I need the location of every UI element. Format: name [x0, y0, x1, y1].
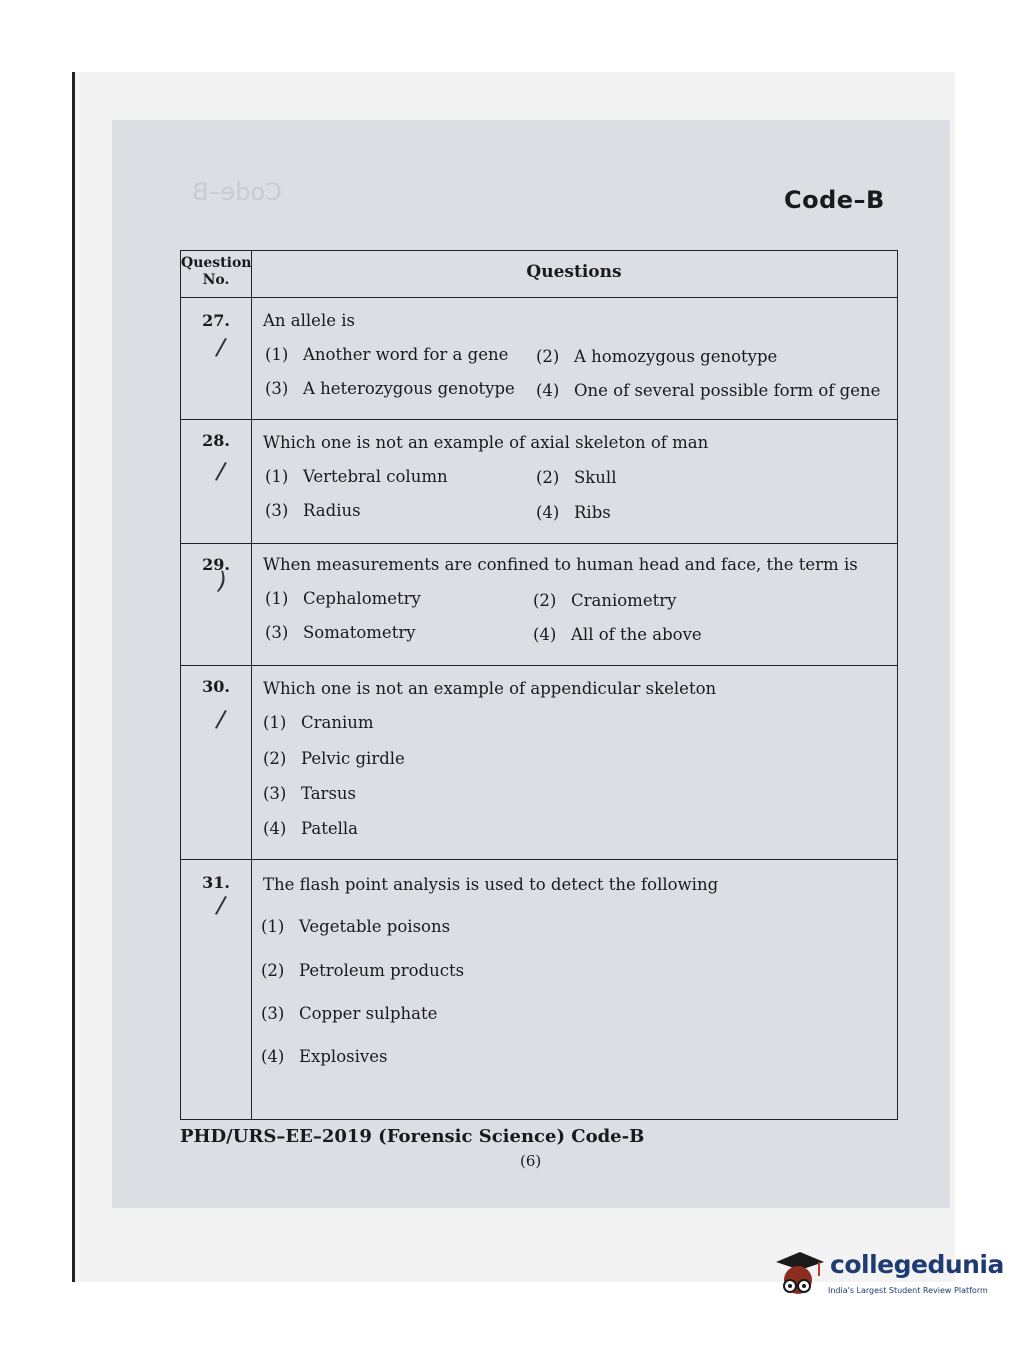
code-label: Code–B — [784, 186, 885, 214]
option: (1) Cephalometry — [265, 589, 421, 608]
tick-mark: / — [214, 890, 228, 920]
option: (2) A homozygous genotype — [536, 347, 778, 366]
question-row — [181, 665, 897, 860]
question-number: 30. — [202, 677, 230, 696]
bleed-through-code: Code–B — [192, 178, 282, 206]
tick-mark: ) — [214, 566, 230, 596]
option: (4) All of the above — [533, 625, 702, 644]
option: (1) Cranium — [263, 713, 374, 732]
tick-mark: / — [214, 704, 228, 734]
option: (4) Ribs — [536, 503, 611, 522]
question-text: Which one is not an example of appendicular skeleton — [263, 679, 717, 698]
question-row — [181, 297, 897, 420]
option: (4) One of several possible form of gene — [536, 381, 881, 400]
option: (3) A heterozygous genotype — [265, 379, 515, 398]
option: (3) Somatometry — [265, 623, 416, 642]
question-number: 31. — [202, 873, 230, 892]
tick-mark: / — [214, 456, 228, 486]
option: (3) Copper sulphate — [261, 1004, 438, 1023]
option: (2) Petroleum products — [261, 961, 465, 980]
question-row — [181, 859, 897, 1119]
option: (2) Craniometry — [533, 591, 677, 610]
question-number: 27. — [202, 311, 230, 330]
question-text: An allele is — [263, 311, 355, 330]
question-number: 28. — [202, 431, 230, 450]
collegedunia-logo[interactable] — [770, 1248, 1004, 1318]
logo-wordmark: collegedunia — [830, 1250, 1004, 1279]
question-text: The flash point analysis is used to detect the following — [263, 875, 719, 894]
header-question: Question — [181, 255, 252, 271]
page-number: (6) — [520, 1152, 542, 1170]
question-no-header — [181, 255, 251, 289]
option: (1) Vertebral column — [265, 467, 448, 486]
table-header — [181, 251, 897, 298]
question-text: Which one is not an example of axial skeleton of man — [263, 433, 709, 452]
question-table — [180, 250, 898, 1120]
tick-mark: / — [214, 332, 228, 362]
option: (4) Explosives — [261, 1047, 388, 1066]
header-no: No. — [202, 272, 230, 288]
option: (3) Radius — [265, 501, 361, 520]
option: (1) Another word for a gene — [265, 345, 509, 364]
exam-footer: PHD/URS–EE–2019 (Forensic Science) Code-B — [180, 1126, 645, 1147]
question-number: 29. — [202, 555, 230, 574]
questions-header: Questions — [526, 262, 622, 282]
option: (3) Tarsus — [263, 784, 357, 803]
option: (4) Patella — [263, 819, 358, 838]
mascot-icon — [770, 1248, 826, 1308]
option: (2) Skull — [536, 468, 617, 487]
option: (2) Pelvic girdle — [263, 749, 405, 768]
question-row — [181, 543, 897, 666]
option: (1) Vegetable poisons — [261, 917, 451, 936]
question-row — [181, 419, 897, 544]
logo-tagline: India's Largest Student Review Platform — [828, 1286, 988, 1295]
question-text: When measurements are confined to human head and face, the term is — [263, 555, 858, 574]
